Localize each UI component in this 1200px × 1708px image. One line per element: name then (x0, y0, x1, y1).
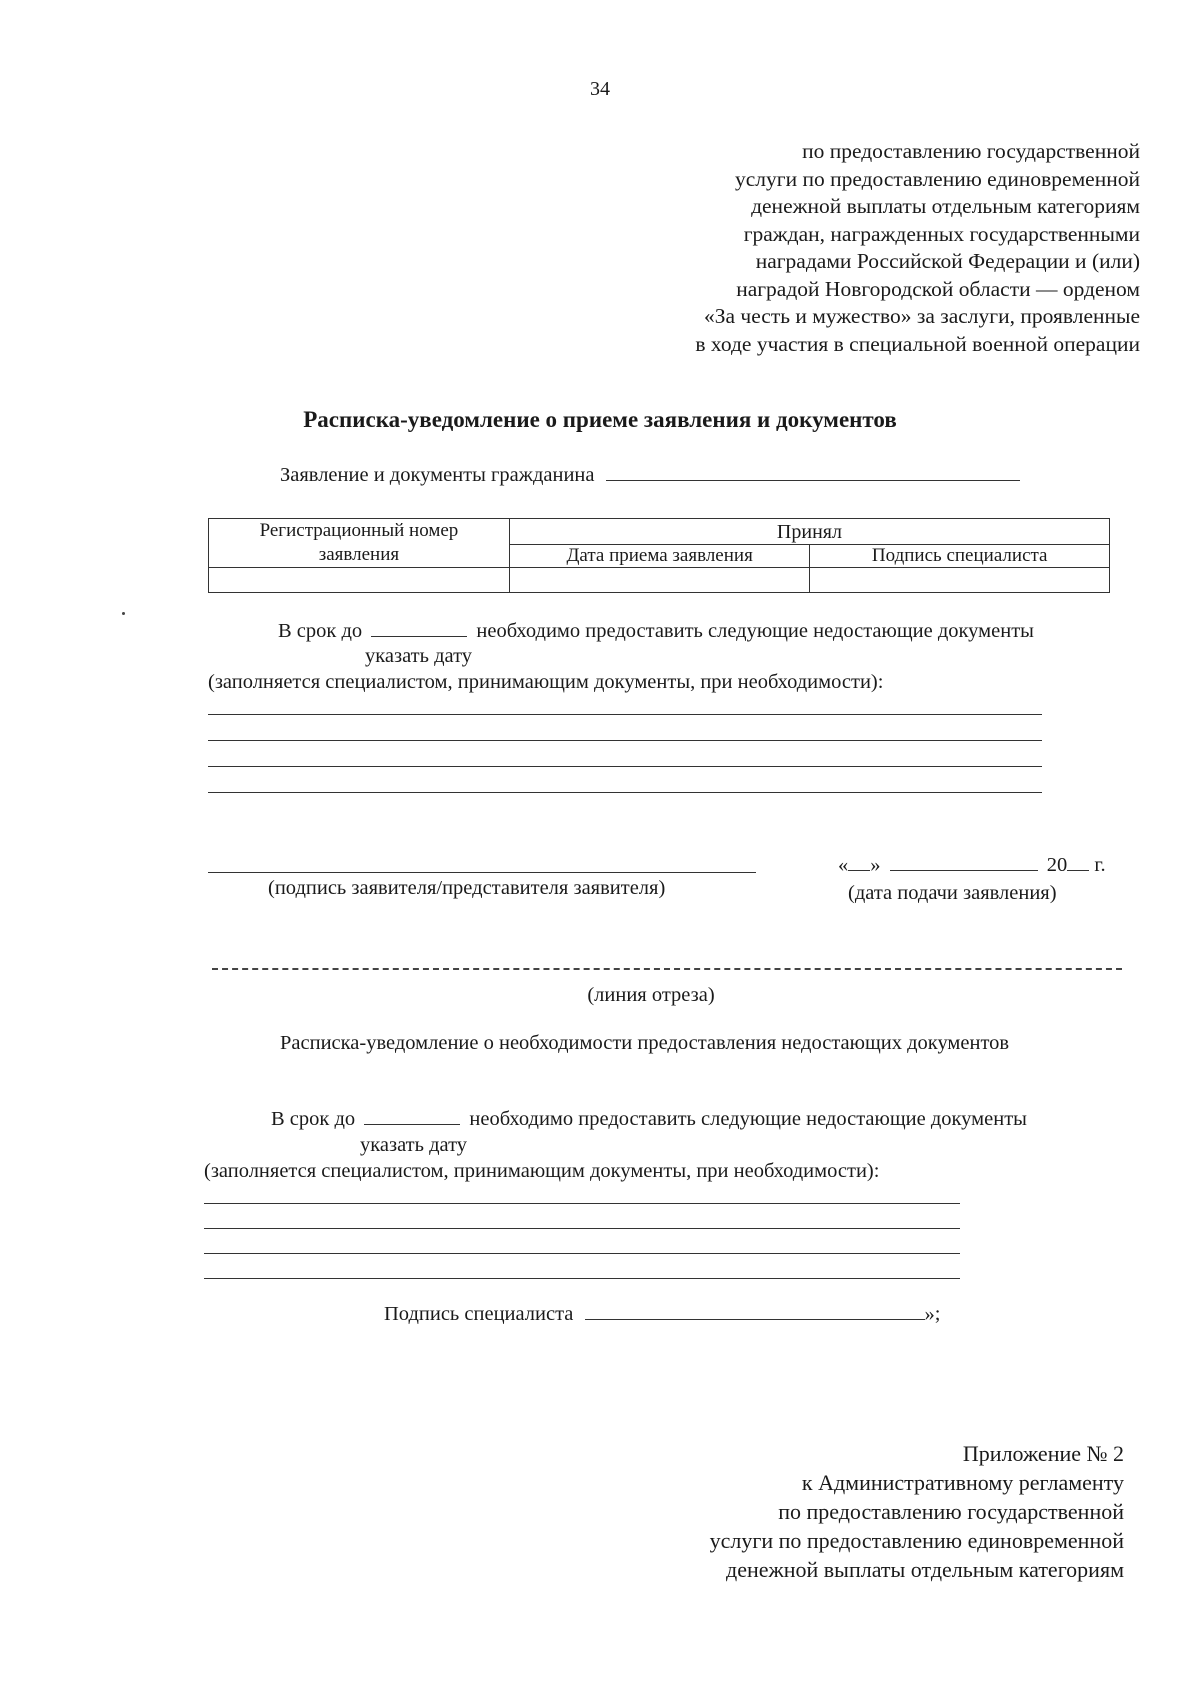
specialist-signature-label: Подпись специалиста (384, 1303, 574, 1325)
header-line: услуги по предоставлению единовременной (735, 166, 1140, 191)
header-line: наградой Новгородской области — орденом (736, 276, 1140, 301)
submission-date-field[interactable] (838, 854, 1106, 877)
notice-fill-note: (заполняется специалистом, принимающим документы, при необходимости): (204, 1160, 880, 1182)
date-cell[interactable] (509, 568, 810, 593)
cut-line-label: (линия отреза) (587, 984, 715, 1006)
header-line: по предоставлению государственной (802, 139, 1140, 163)
notice-deadline-prefix: В срок до (271, 1108, 356, 1130)
missing-docs-line[interactable] (208, 792, 1042, 793)
cut-line (212, 968, 1122, 970)
notice-deadline-line (271, 1108, 1027, 1131)
year-suffix: г. (1094, 854, 1106, 876)
accepted-header: Принял (509, 519, 1109, 545)
receipt-title: Расписка-уведомление о приеме заявления и документов (303, 407, 897, 432)
notice-missing-docs-line[interactable] (204, 1253, 960, 1254)
notice-missing-docs-line[interactable] (204, 1228, 960, 1229)
month-field[interactable] (890, 856, 1038, 871)
appendix-line: к Административному регламенту (801, 1470, 1124, 1495)
citizen-name-field[interactable] (606, 462, 1020, 481)
applicant-signature-caption: (подпись заявителя/представителя заявителя) (268, 877, 666, 899)
appendix-line: по предоставлению государственной (778, 1499, 1124, 1524)
notice-missing-docs-line[interactable] (204, 1203, 960, 1204)
appendix-block (710, 1439, 1124, 1584)
submission-date-caption: (дата подачи заявления) (848, 882, 1057, 904)
signature-cell[interactable] (810, 568, 1110, 593)
deadline-prefix: В срок до (278, 620, 363, 642)
deadline-date-field[interactable] (371, 620, 467, 637)
date-hint: указать дату (365, 645, 473, 667)
reg-number-header: Регистрационный номер заявления (209, 519, 510, 568)
specialist-signature-row (384, 1303, 940, 1326)
year-prefix: 20 (1046, 854, 1068, 876)
appendix-line: денежной выплаты отдельным категориям (726, 1557, 1124, 1582)
notice-deadline-date-field[interactable] (364, 1108, 460, 1125)
scan-speck (122, 612, 125, 615)
citizen-docs-label (280, 462, 1020, 487)
header-line: граждан, награжденных государственными (743, 221, 1140, 246)
header-block (695, 138, 1140, 358)
header-line: денежной выплаты отдельным категориям (751, 194, 1140, 218)
fill-note: (заполняется специалистом, принимающим документы, при необходимости): (208, 671, 884, 693)
header-line: «За честь и мужество» за заслуги, проявленные (703, 304, 1140, 328)
appendix-line: Приложение № 2 (962, 1441, 1124, 1466)
missing-docs-line[interactable] (208, 714, 1042, 715)
date-close-quote: » (870, 854, 881, 876)
year-field[interactable] (1067, 856, 1089, 871)
deadline-suffix: необходимо предоставить следующие недостающие документы (476, 620, 1034, 642)
citizen-docs-label-text: Заявление и документы гражданина (280, 464, 595, 486)
signature-header: Подпись специалиста (810, 545, 1110, 568)
date-open-quote: « (838, 854, 849, 876)
day-field[interactable] (848, 856, 870, 871)
signature-end: »; (924, 1303, 941, 1325)
applicant-signature-line[interactable] (208, 872, 756, 873)
specialist-signature-field[interactable] (585, 1303, 925, 1320)
reg-number-cell[interactable] (209, 568, 510, 593)
notice-date-hint: указать дату (360, 1134, 468, 1156)
notice-missing-docs-line[interactable] (204, 1278, 960, 1279)
date-header: Дата приема заявления (509, 545, 810, 568)
receipt-deadline-line (278, 620, 1034, 643)
header-line: наградами Российской Федерации и (или) (755, 249, 1140, 273)
header-line: в ходе участия в специальной военной операции (695, 331, 1140, 356)
appendix-line: услуги по предоставлению единовременной (709, 1528, 1124, 1553)
notice-title: Расписка-уведомление о необходимости предоставления недостающих документов (280, 1032, 1010, 1054)
page-number: 34 (590, 78, 610, 100)
missing-docs-line[interactable] (208, 740, 1042, 741)
missing-docs-line[interactable] (208, 766, 1042, 767)
notice-deadline-suffix: необходимо предоставить следующие недостающие документы (469, 1108, 1027, 1130)
registration-table (208, 518, 1110, 593)
